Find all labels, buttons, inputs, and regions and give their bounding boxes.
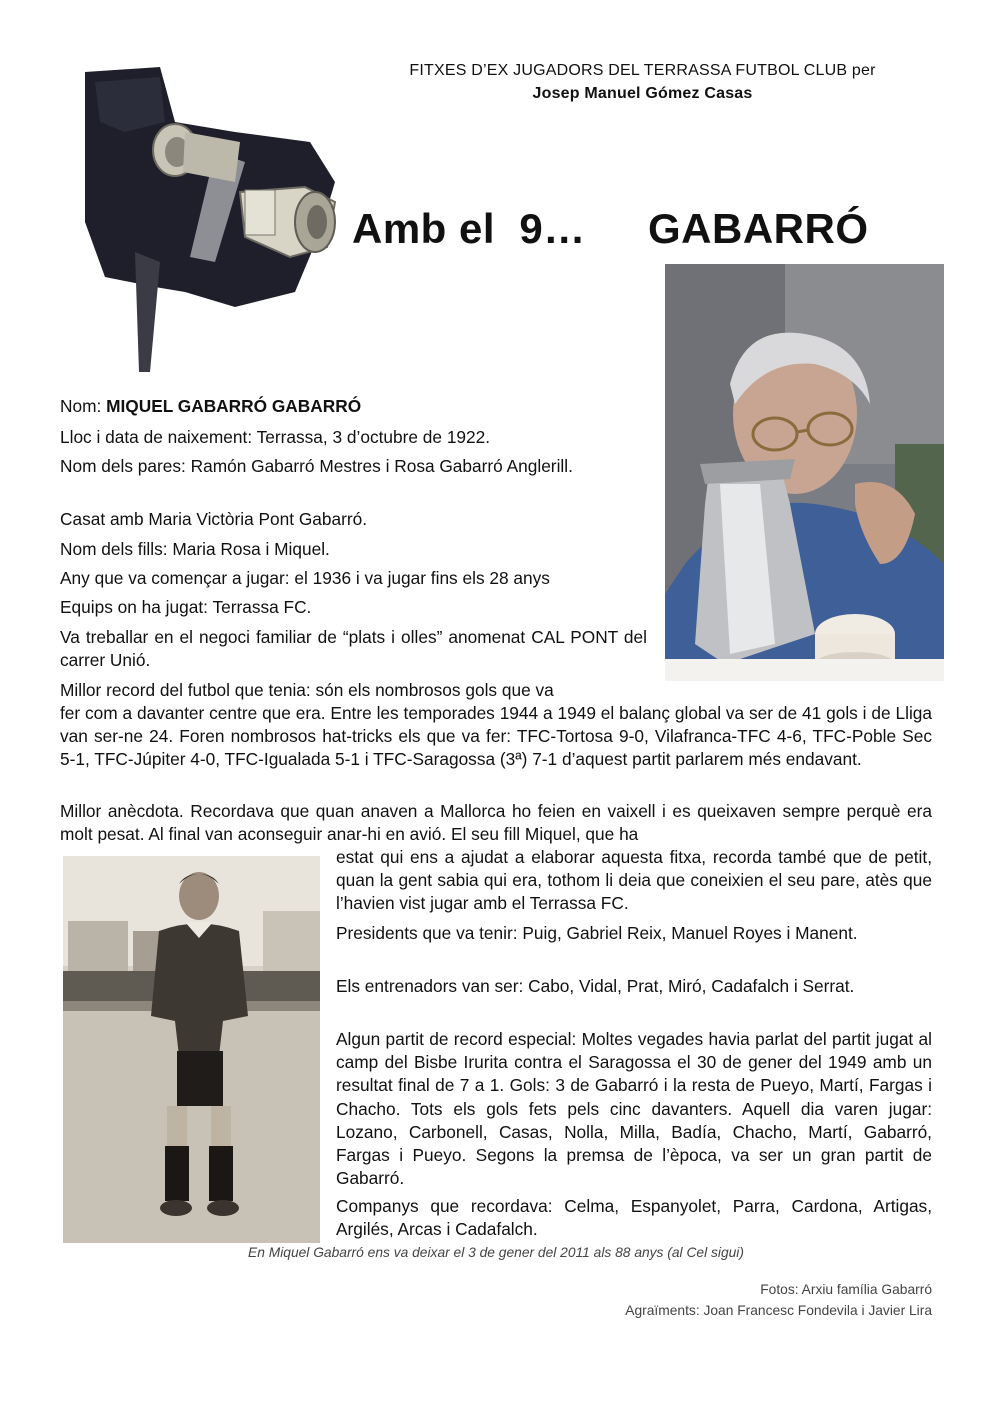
footballer-photo (63, 856, 320, 1243)
bio-married: Casat amb Maria Victòria Pont Gabarró. (60, 509, 368, 529)
header-title: FITXES D’EX JUGADORS DEL TERRASSA FUTBOL CLUB per (409, 62, 876, 79)
bio-name-value: MIQUEL GABARRÓ GABARRÓ (106, 396, 362, 416)
bio-teams: Equips on ha jugat: Terrassa FC. (60, 597, 312, 617)
bio-presidents: Presidents que va tenir: Puig, Gabriel Reix, Manuel Royes i Manent. (336, 923, 858, 943)
header-author: Josep Manuel Gómez Casas (532, 85, 753, 102)
bio-work: Va treballar en el negoci familiar de “plats i olles” anomenat CAL PONT del carrer Unió. (60, 627, 647, 671)
bio-start: Any que va començar a jugar: el 1936 i va jugar fins els 28 anys (60, 568, 550, 588)
page-title-name: GABARRÓ (648, 205, 869, 252)
portrait-photo (665, 264, 944, 681)
bio-match: Algun partit de record especial: Moltes vegades havia parlat del partit jugat al camp del Bisbe Irurita contra el Saragossa el 30 de gener del 1949 amb un resultat final de 7 a 1. Gols: 3 de Gabarró i la resta de Pueyo, Martí, Fargas i Chacho. Tots els gols fets pels cinc davanters. Aquell dia varen jugar: Lozano, Carbonell, Casas, Nolla, Milla, Badía, Chacho, Martí, Gabarró, Fargas i Pueyo. Segons la premsa de l’època, va ser un gran partit de Gabarró. (336, 1029, 932, 1189)
bio-name-label: Nom: (60, 396, 107, 416)
bio-anecdote-rest: estat qui ens a ajudat a elaborar aquesta fitxa, recorda també que de petit, quan la gent sabia qui era, tothom li deia que coneixien el seu pare, atès que l’havien vist jugar amb el Terrassa FC. (336, 847, 932, 914)
acknowledgements: Agraïments: Joan Francesc Fondevila i Javier Lira (625, 1303, 932, 1318)
memorial-caption: En Miquel Gabarró ens va deixar el 3 de gener del 2011 als 88 anys (al Cel sigui) (248, 1245, 744, 1260)
bio-teammates: Companys que recordava: Celma, Espanyolet, Parra, Cardona, Artigas, Argilés, Arcas i Cadafalch. (336, 1196, 932, 1240)
megaphone-photo (65, 62, 345, 372)
photo-credits: Fotos: Arxiu família Gabarró (760, 1282, 932, 1297)
bio-record-rest: fer com a davanter centre que era. Entre les temporades 1944 a 1949 el balanç global va ser de 41 gols i de Lliga van ser-ne 24. Foren nombrosos hat-tricks els que va fer: TFC-Tortosa 9-0, Vilafranca-TFC 4-6, TFC-Poble Sec 5-1, TFC-Júpiter 4-0, TFC-Igualada 5-1 i TFC-Saragossa (3ª) 7-1 d’aquest partit parlarem més endavant. (60, 703, 932, 770)
bio-record-start: Millor record del futbol que tenia: són els nombrosos gols que va (60, 680, 554, 700)
bio-name (60, 395, 647, 418)
bio-anecdote-start: Millor anècdota. Recordava que quan anaven a Mallorca ho feien en vaixell i es queixaven sempre perquè era molt pesat. Al final van aconseguir anar-hi en avió. El seu fill Miquel, que ha (60, 801, 932, 845)
bio-parents: Nom dels pares: Ramón Gabarró Mestres i Rosa Gabarró Anglerill. (60, 456, 573, 476)
bio-birth: Lloc i data de naixement: Terrassa, 3 d’octubre de 1922. (60, 427, 491, 447)
bio-coaches: Els entrenadors van ser: Cabo, Vidal, Prat, Miró, Cadafalch i Serrat. (336, 976, 855, 996)
page-title-number: Amb el 9… (352, 205, 586, 252)
bio-children: Nom dels fills: Maria Rosa i Miquel. (60, 539, 330, 559)
